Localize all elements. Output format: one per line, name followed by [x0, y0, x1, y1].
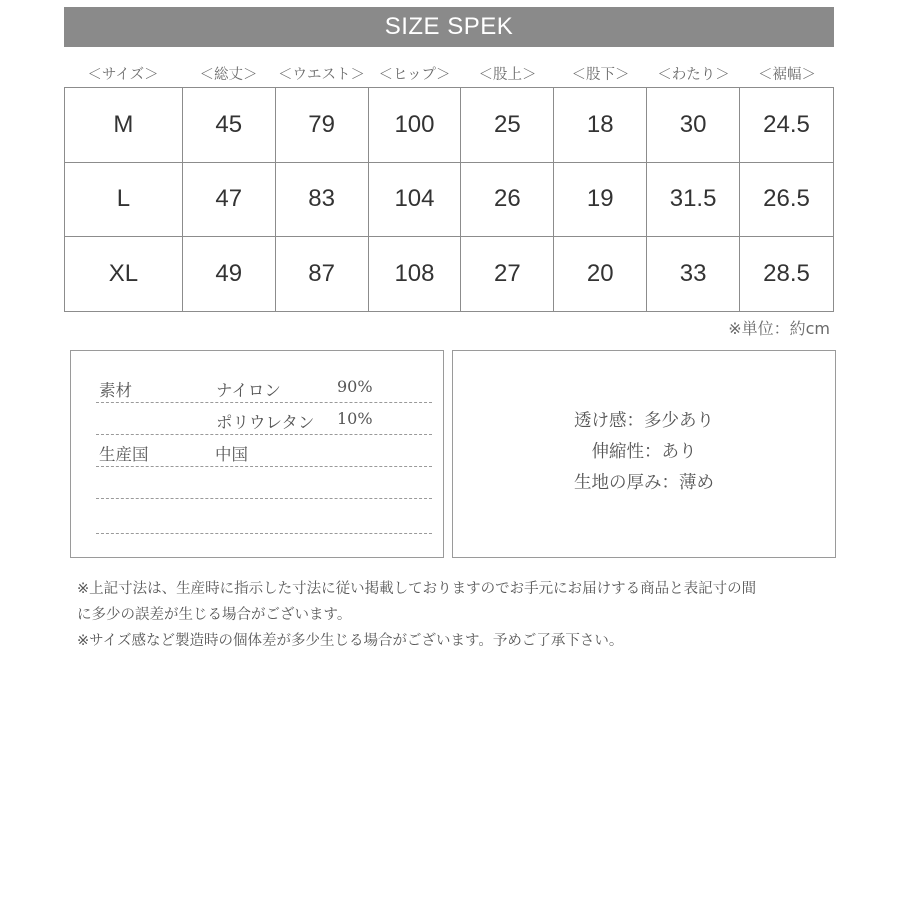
table-cell: 31.5 — [647, 162, 740, 237]
table-cell: 47 — [182, 162, 275, 237]
table-row — [65, 88, 834, 163]
unit-note: ※単位：約cm — [728, 319, 830, 338]
table-cell: 25 — [461, 88, 554, 163]
table-cell: 30 — [647, 88, 740, 163]
fabric-spec-box — [452, 350, 836, 558]
table-cell: 45 — [182, 88, 275, 163]
note-line: に多少の誤差が生じる場合がございます。 — [77, 607, 352, 623]
table-cell: 33 — [647, 237, 740, 312]
stretch-spec: 伸縮性：あり — [591, 442, 697, 462]
column-header-hem-width: ＜裾幅＞ — [758, 67, 816, 83]
table-cell: 79 — [275, 88, 368, 163]
table-cell: 108 — [368, 237, 461, 312]
column-header-thigh: ＜わたり＞ — [657, 67, 730, 83]
table-cell: 28.5 — [740, 237, 834, 312]
size-table-column-headers — [64, 63, 834, 85]
material-percent: 10% — [337, 409, 373, 428]
column-header-size: ＜サイズ＞ — [87, 67, 159, 83]
empty-row — [96, 467, 432, 499]
table-cell: 24.5 — [740, 88, 834, 163]
material-percent: 90% — [337, 377, 373, 396]
country-row — [96, 435, 432, 467]
size-table — [64, 87, 834, 312]
note-line: ※上記寸法は、生産時に指示した寸法に従い掲載しておりますのでお手元にお届けする商品と表記寸の間 — [77, 581, 757, 597]
table-cell: 49 — [182, 237, 275, 312]
table-row — [65, 237, 834, 312]
column-header-inseam: ＜股下＞ — [571, 67, 630, 83]
table-cell: 18 — [554, 88, 647, 163]
table-cell: 26.5 — [740, 162, 834, 237]
table-cell: 19 — [554, 162, 647, 237]
size-cell: XL — [65, 237, 183, 312]
material-row — [96, 371, 432, 403]
table-cell: 100 — [368, 88, 461, 163]
materials-box — [70, 350, 444, 558]
material-name: ナイロン — [216, 381, 281, 400]
size-spec-title: SIZE SPEK — [64, 7, 834, 47]
material-name: ポリウレタン — [216, 413, 315, 432]
empty-row — [96, 502, 432, 534]
note-line: ※サイズ感など製造時の個体差が多少生じる場合がございます。予めご了承下さい。 — [77, 633, 624, 649]
thickness-spec: 生地の厚み：薄め — [574, 473, 714, 493]
country-value: 中国 — [215, 445, 248, 464]
table-row — [65, 162, 834, 237]
column-header-hip: ＜ヒップ＞ — [378, 67, 451, 83]
column-header-rise: ＜股上＞ — [478, 67, 537, 83]
table-cell: 87 — [275, 237, 368, 312]
table-cell: 26 — [461, 162, 554, 237]
table-cell: 83 — [275, 162, 368, 237]
material-row — [96, 403, 432, 435]
material-label: 素材 — [99, 381, 132, 400]
size-cell: L — [65, 162, 183, 237]
disclaimer-notes — [77, 576, 837, 654]
column-header-waist: ＜ウエスト＞ — [278, 67, 365, 83]
sheerness-spec: 透け感：多少あり — [574, 411, 714, 431]
size-cell: M — [65, 88, 183, 163]
country-label: 生産国 — [99, 445, 149, 464]
table-cell: 104 — [368, 162, 461, 237]
table-cell: 27 — [461, 237, 554, 312]
column-header-total-length: ＜総丈＞ — [199, 67, 258, 83]
table-cell: 20 — [554, 237, 647, 312]
